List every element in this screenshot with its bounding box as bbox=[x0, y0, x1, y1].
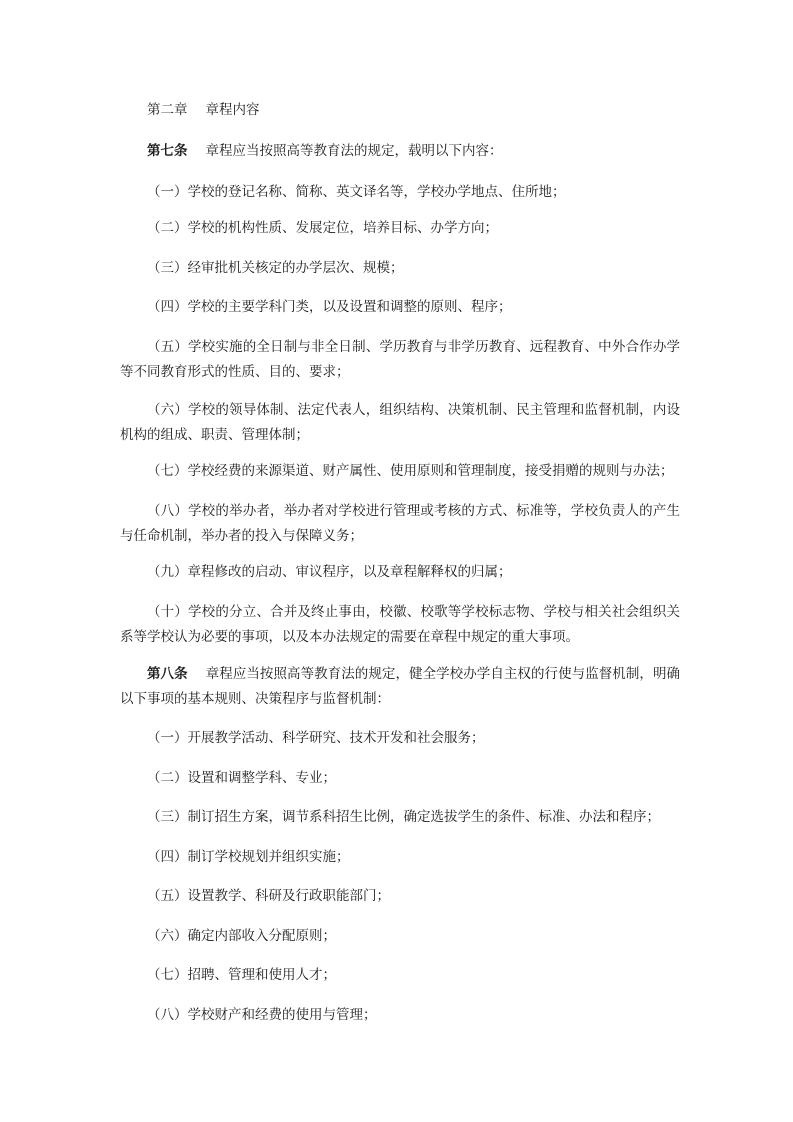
article-7-item-2: （二）学校的机构性质、发展定位，培养目标、办学方向； bbox=[147, 220, 498, 236]
article-8-item-6: （六）确定内部收入分配原则； bbox=[147, 928, 336, 944]
article-8-item-2: （二）设置和调整学科、专业； bbox=[147, 770, 336, 786]
chapter-label: 第二章 bbox=[147, 102, 188, 118]
article-8-item-5: （五）设置教学、科研及行政职能部门； bbox=[147, 888, 390, 904]
article-7-intro bbox=[120, 139, 680, 164]
article-8-intro bbox=[120, 662, 680, 711]
article-8-item-7: （七）招聘、管理和使用人才； bbox=[147, 967, 336, 983]
article-7-item-5: （五）学校实施的全日制与非全日制、学历教育与非学历教育、远程教育、中外合作办学等不同教育形式的性质、目的、要求； bbox=[120, 339, 680, 380]
article-7-item-4: （四）学校的主要学科门类，以及设置和调整的原则、程序； bbox=[147, 299, 512, 315]
article-8-text: 章程应当按照高等教育法的规定，健全学校办学自主权的行使与监督机制，明确以下事项的基本规则、决策程序与监督机制： bbox=[120, 666, 681, 707]
article-7-item-3: （三）经审批机关核定的办学层次、规模； bbox=[147, 260, 404, 276]
article-7-text: 章程应当按照高等教育法的规定，载明以下内容： bbox=[205, 143, 503, 159]
chapter-title: 章程内容 bbox=[205, 102, 260, 118]
article-7-item-7: （七）学校经费的来源渠道、财产属性、使用原则和管理制度，接受捐赠的规则与办法； bbox=[147, 463, 674, 479]
article-7-item-10: （十）学校的分立、合并及终止事由，校徽、校歌等学校标志物、学校与相关社会组织关系等学校认为必要的事项，以及本办法规定的需要在章程中规定的重大事项。 bbox=[120, 604, 680, 645]
article-7-item-1: （一）学校的登记名称、简称、英文译名等，学校办学地点、住所地； bbox=[147, 184, 566, 200]
article-7-item-6: （六）学校的领导体制、法定代表人，组织结构、决策机制、民主管理和监督机制，内设机构的组成、职责、管理体制； bbox=[120, 402, 680, 443]
article-8-item-8: （八）学校财产和经费的使用与管理； bbox=[147, 1007, 377, 1023]
article-8-item-4: （四）制订学校规划并组织实施； bbox=[147, 849, 350, 865]
article-8-label: 第八条 bbox=[147, 666, 188, 682]
article-8-item-1: （一）开展教学活动、科学研究、技术开发和社会服务； bbox=[147, 730, 485, 746]
chapter-heading bbox=[120, 98, 680, 123]
article-7-item-8: （八）学校的举办者，举办者对学校进行管理或考核的方式、标准等，学校负责人的产生与任命机制，举办者的投入与保障义务； bbox=[120, 503, 680, 544]
article-7-label: 第七条 bbox=[147, 143, 188, 159]
article-8-item-3: （三）制订招生方案，调节系科招生比例，确定选拔学生的条件、标准、办法和程序； bbox=[147, 809, 660, 825]
article-7-item-9: （九）章程修改的启动、审议程序，以及章程解释权的归属； bbox=[147, 564, 512, 580]
